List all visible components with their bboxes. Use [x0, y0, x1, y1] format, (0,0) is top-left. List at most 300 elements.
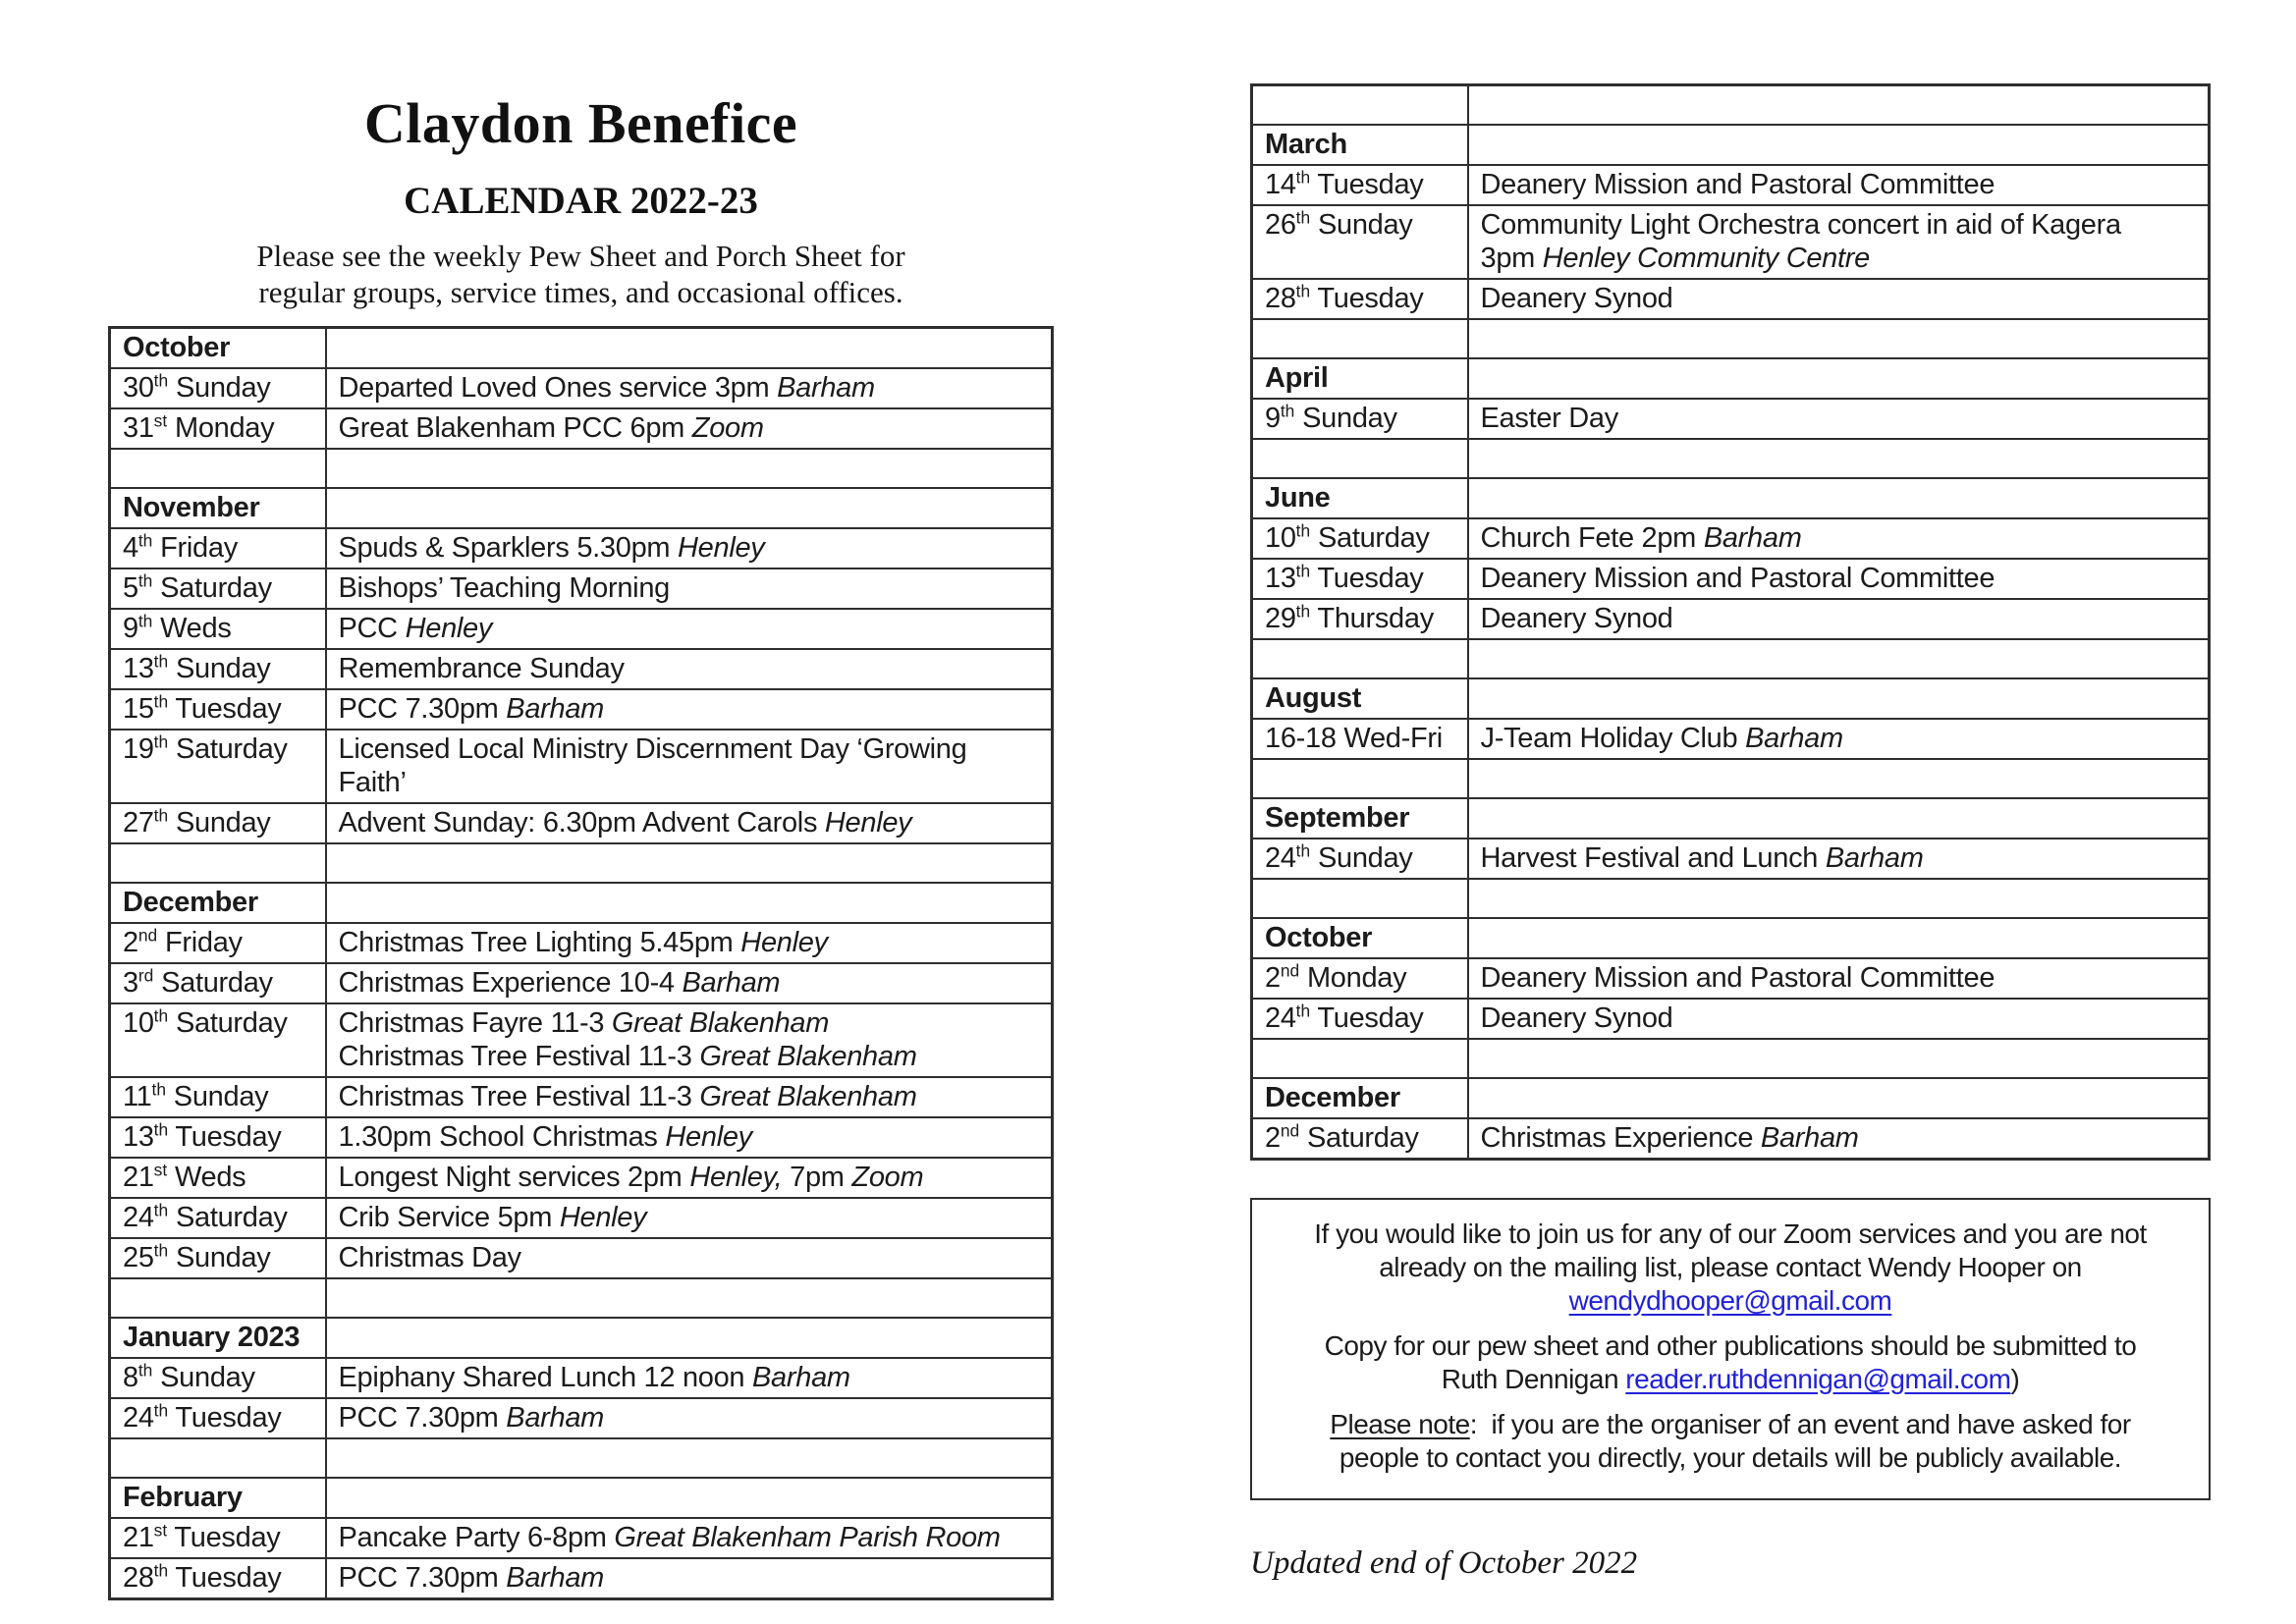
text-segment: Christmas Tree Festival 11-3 — [338, 1080, 700, 1112]
event-text-line — [339, 1241, 1040, 1274]
empty-cell — [1468, 798, 2210, 839]
note-text-line — [1274, 1284, 2187, 1318]
ordinal-suffix: th — [153, 1200, 169, 1220]
event-text-line — [339, 571, 1040, 605]
event-description — [326, 963, 1053, 1003]
ordinal-suffix: nd — [1280, 959, 1300, 980]
text-segment: Henley, — [689, 1161, 783, 1193]
event-date: 14th Tuesday — [1252, 165, 1468, 205]
text-segment: Christmas Tree Lighting 5.45pm — [338, 926, 741, 958]
event-text-line — [339, 1161, 1040, 1194]
event-date: 16-18 Wed-Fri — [1252, 719, 1468, 759]
event-row — [1252, 279, 2210, 319]
event-description — [326, 368, 1053, 408]
event-row — [1252, 719, 2210, 759]
ordinal-suffix: st — [153, 410, 168, 431]
text-segment: 1.30pm School Christmas — [338, 1120, 666, 1153]
event-description — [326, 1077, 1053, 1117]
text-segment: Christmas Experience — [1480, 1121, 1761, 1154]
event-text-line — [339, 1561, 1040, 1595]
month-header-row — [1252, 798, 2210, 839]
event-text-line — [1481, 1121, 2197, 1155]
text-segment: Henley — [740, 926, 828, 958]
ordinal-suffix: nd — [1280, 1119, 1300, 1140]
event-text-line — [339, 926, 1040, 959]
event-text-line — [339, 1120, 1040, 1154]
empty-cell — [1468, 678, 2210, 719]
text-segment: Licensed Local Ministry Discernment Day ‘Growing — [338, 732, 967, 765]
ordinal-suffix: th — [1295, 600, 1311, 621]
event-row — [110, 963, 1053, 1003]
text-segment: people to contact you directly, your details will be publicly available. — [1339, 1441, 2122, 1473]
spacer-row — [1252, 85, 2210, 125]
event-description — [326, 1518, 1053, 1558]
event-text-line — [339, 1521, 1040, 1554]
empty-cell — [1468, 879, 2210, 918]
ordinal-suffix: th — [137, 1360, 153, 1380]
text-segment: Henley Community Centre — [1542, 242, 1870, 274]
text-segment: Deanery Synod — [1480, 1001, 1673, 1034]
spacer-row — [110, 1438, 1053, 1478]
month-label: October — [1252, 918, 1468, 958]
ordinal-suffix: st — [153, 1160, 168, 1180]
ordinal-suffix: th — [1295, 839, 1311, 860]
ordinal-suffix: th — [1280, 400, 1295, 420]
text-segment: Barham — [1825, 841, 1924, 874]
event-description — [326, 1558, 1053, 1599]
event-description — [326, 1158, 1053, 1198]
event-description — [1468, 599, 2210, 639]
text-segment: PCC 7.30pm — [338, 692, 507, 725]
spacer-row — [1252, 319, 2210, 358]
month-header-row — [1252, 678, 2210, 719]
month-header-row — [110, 327, 1053, 368]
event-text-line — [339, 1040, 1040, 1073]
note-text-line — [1274, 1329, 2187, 1363]
text-segment: Zoom — [691, 411, 764, 444]
text-segment: Bishops’ Teaching Morning — [338, 571, 670, 604]
month-label: December — [110, 883, 326, 923]
text-segment: Great Blakenham PCC 6pm — [338, 411, 692, 444]
ordinal-suffix: th — [1295, 280, 1311, 300]
event-text-line — [1481, 602, 2197, 635]
email-link[interactable]: wendydhooper@gmail.com — [1568, 1284, 1892, 1316]
empty-cell — [1252, 439, 1468, 478]
event-row — [110, 730, 1053, 803]
empty-cell — [1252, 759, 1468, 798]
empty-cell — [326, 327, 1053, 368]
text-segment: Remembrance Sunday — [338, 652, 625, 684]
intro-line-1: Please see the weekly Pew Sheet and Porch Sheet for — [256, 238, 905, 273]
empty-cell — [110, 1438, 326, 1478]
month-label: November — [110, 488, 326, 528]
event-description — [1468, 999, 2210, 1039]
event-row — [110, 1003, 1053, 1077]
event-date: 28th Tuesday — [1252, 279, 1468, 319]
event-date: 9th Weds — [110, 609, 326, 649]
month-header-row — [110, 1478, 1053, 1518]
event-date: 8th Sunday — [110, 1358, 326, 1398]
email-link[interactable]: reader.ruthdennigan@gmail.com — [1625, 1363, 2011, 1394]
note-text-line — [1274, 1363, 2187, 1396]
event-description — [326, 1117, 1053, 1158]
spacer-row — [110, 1278, 1053, 1318]
event-row — [110, 1158, 1053, 1198]
event-description — [326, 528, 1053, 568]
event-text-line — [339, 966, 1040, 1000]
empty-cell — [326, 488, 1053, 528]
event-text-line — [339, 652, 1040, 685]
text-segment: Christmas Fayre 11-3 — [338, 1006, 612, 1039]
event-text-line — [339, 1006, 1040, 1040]
event-row — [1252, 518, 2210, 559]
event-row — [110, 1238, 1053, 1278]
event-text-line — [339, 732, 1040, 766]
event-row — [110, 408, 1053, 449]
page-subtitle: CALENDAR 2022-23 — [404, 179, 758, 222]
month-header-row — [1252, 125, 2210, 165]
spacer-row — [1252, 1039, 2210, 1078]
ordinal-suffix: th — [153, 805, 169, 826]
event-text-line — [339, 612, 1040, 645]
event-row — [1252, 958, 2210, 999]
ordinal-suffix: th — [137, 530, 153, 551]
event-text-line — [1481, 242, 2197, 275]
event-row — [110, 1398, 1053, 1438]
text-segment: Deanery Synod — [1480, 602, 1673, 634]
event-row — [1252, 399, 2210, 439]
event-date: 24th Tuesday — [1252, 999, 1468, 1039]
event-row — [1252, 559, 2210, 599]
month-label: April — [1252, 358, 1468, 399]
event-date: 30th Sunday — [110, 368, 326, 408]
text-segment: Faith’ — [338, 766, 407, 798]
event-text-line — [1481, 208, 2197, 242]
intro-text — [108, 238, 1054, 310]
text-segment: If you would like to join us for any of our Zoom services and you are not — [1314, 1218, 2147, 1249]
month-header-row — [1252, 358, 2210, 399]
text-segment: Advent Sunday: 6.30pm Advent Carols — [338, 806, 825, 839]
event-date: 21st Tuesday — [110, 1518, 326, 1558]
event-date: 2nd Saturday — [1252, 1118, 1468, 1160]
event-description — [1468, 1118, 2210, 1160]
spacer-row — [110, 449, 1053, 488]
event-text-line — [1481, 722, 2197, 755]
empty-cell — [1468, 358, 2210, 399]
text-segment: Please note — [1330, 1408, 1470, 1439]
text-segment: Henley — [824, 806, 912, 839]
event-date: 25th Sunday — [110, 1238, 326, 1278]
event-text-line — [339, 531, 1040, 565]
event-row — [110, 649, 1053, 689]
text-segment: Church Fete 2pm — [1480, 521, 1704, 554]
month-header-row — [1252, 1078, 2210, 1118]
empty-cell — [110, 1278, 326, 1318]
empty-cell — [326, 883, 1053, 923]
note-paragraph — [1274, 1329, 2187, 1396]
right-column — [1250, 0, 2211, 1582]
event-text-line — [1481, 841, 2197, 875]
event-row — [110, 803, 1053, 843]
event-description — [1468, 958, 2210, 999]
event-row — [110, 689, 1053, 730]
text-segment: Deanery Mission and Pastoral Committee — [1480, 961, 1995, 994]
empty-cell — [1468, 918, 2210, 958]
event-text-line — [339, 1361, 1040, 1394]
event-date: 19th Saturday — [110, 730, 326, 803]
event-description — [326, 689, 1053, 730]
text-segment: Spuds & Sparklers 5.30pm — [338, 531, 679, 564]
text-segment: Great Blakenham — [611, 1006, 830, 1039]
ordinal-suffix: th — [153, 1240, 169, 1261]
empty-cell — [110, 843, 326, 883]
event-row — [1252, 839, 2210, 879]
text-segment: Zoom — [851, 1161, 924, 1193]
event-description — [326, 649, 1053, 689]
event-description — [1468, 205, 2210, 279]
event-date: 10th Saturday — [110, 1003, 326, 1077]
note-text-line — [1274, 1251, 2187, 1284]
text-segment: Christmas Tree Festival 11-3 — [338, 1040, 700, 1072]
spacer-row — [1252, 879, 2210, 918]
event-description — [326, 1198, 1053, 1238]
event-date: 31st Monday — [110, 408, 326, 449]
empty-cell — [1252, 639, 1468, 678]
month-label: September — [1252, 798, 1468, 839]
event-date: 24th Tuesday — [110, 1398, 326, 1438]
event-description — [1468, 518, 2210, 559]
left-column — [108, 0, 1054, 1600]
event-row — [110, 609, 1053, 649]
text-segment: Barham — [777, 371, 875, 404]
text-segment: Longest Night services 2pm — [338, 1161, 690, 1193]
event-text-line — [339, 371, 1040, 405]
ordinal-suffix: th — [151, 1079, 167, 1100]
month-header-row — [1252, 478, 2210, 518]
ordinal-suffix: th — [1295, 560, 1311, 580]
text-segment: Ruth Dennigan — [1441, 1363, 1626, 1394]
ordinal-suffix: th — [1295, 519, 1311, 540]
note-paragraph — [1274, 1408, 2187, 1475]
text-segment: Henley — [559, 1201, 647, 1233]
text-segment: Community Light Orchestra concert in aid of Kagera — [1480, 208, 2121, 241]
event-description — [1468, 279, 2210, 319]
event-description — [1468, 719, 2210, 759]
note-text-line — [1274, 1441, 2187, 1475]
event-date: 3rd Saturday — [110, 963, 326, 1003]
event-description — [1468, 839, 2210, 879]
spacer-row — [1252, 639, 2210, 678]
event-text-line — [1481, 521, 2197, 555]
empty-cell — [1468, 85, 2210, 125]
note-text-line — [1274, 1218, 2187, 1251]
event-description — [326, 609, 1053, 649]
event-description — [326, 1358, 1053, 1398]
event-row — [110, 368, 1053, 408]
text-segment: already on the mailing list, please contact Wendy Hooper on — [1379, 1251, 2082, 1282]
text-segment: Barham — [682, 966, 781, 999]
empty-cell — [1468, 639, 2210, 678]
ordinal-suffix: rd — [137, 965, 154, 986]
month-label: March — [1252, 125, 1468, 165]
event-row — [110, 1518, 1053, 1558]
zoom-contact-note-box — [1250, 1198, 2211, 1500]
event-description — [326, 568, 1053, 609]
event-description — [1468, 165, 2210, 205]
spacer-row — [110, 843, 1053, 883]
event-date: 4th Friday — [110, 528, 326, 568]
empty-cell — [1252, 1039, 1468, 1078]
text-segment: Great Blakenham Parish Room — [614, 1521, 1001, 1553]
text-segment: Great Blakenham — [699, 1080, 917, 1112]
text-segment: Henley — [678, 531, 765, 564]
event-date: 29th Thursday — [1252, 599, 1468, 639]
text-segment: Barham — [752, 1361, 850, 1393]
empty-cell — [326, 1438, 1053, 1478]
event-text-line — [339, 411, 1040, 445]
event-row — [110, 1117, 1053, 1158]
event-description — [326, 803, 1053, 843]
ordinal-suffix: th — [1295, 1000, 1311, 1020]
text-segment: PCC — [338, 612, 406, 644]
ordinal-suffix: th — [153, 1119, 169, 1140]
event-date: 5th Saturday — [110, 568, 326, 609]
ordinal-suffix: th — [153, 731, 169, 752]
event-description — [326, 1398, 1053, 1438]
text-segment: Copy for our pew sheet and other publications should be submitted to — [1324, 1329, 2137, 1361]
text-segment: 3pm — [1480, 242, 1543, 274]
empty-cell — [326, 843, 1053, 883]
ordinal-suffix: th — [1295, 166, 1311, 187]
event-description — [326, 730, 1053, 803]
event-description — [1468, 399, 2210, 439]
ordinal-suffix: th — [137, 611, 153, 631]
calendar-table-right — [1250, 83, 2211, 1161]
event-description — [326, 408, 1053, 449]
empty-cell — [1468, 125, 2210, 165]
event-row — [110, 1077, 1053, 1117]
event-date: 9th Sunday — [1252, 399, 1468, 439]
event-row — [1252, 999, 2210, 1039]
ordinal-suffix: th — [153, 1005, 169, 1026]
ordinal-suffix: th — [137, 570, 153, 591]
text-segment: Barham — [1760, 1121, 1859, 1154]
empty-cell — [1252, 319, 1468, 358]
empty-cell — [1468, 759, 2210, 798]
event-date: 13th Tuesday — [1252, 559, 1468, 599]
text-segment: Departed Loved Ones service 3pm — [338, 371, 778, 404]
text-segment: Christmas Experience 10-4 — [338, 966, 683, 999]
event-text-line — [339, 806, 1040, 839]
empty-cell — [1252, 85, 1468, 125]
text-segment: Deanery Mission and Pastoral Committee — [1480, 168, 1995, 200]
page-title: Claydon Benefice — [363, 91, 798, 155]
empty-cell — [1468, 478, 2210, 518]
event-row — [110, 923, 1053, 963]
month-header-row — [1252, 918, 2210, 958]
ordinal-suffix: th — [153, 691, 169, 712]
updated-note: Updated end of October 2022 — [1250, 1544, 1638, 1581]
event-text-line — [339, 1401, 1040, 1435]
text-segment: Henley — [665, 1120, 752, 1153]
spacer-row — [1252, 759, 2210, 798]
ordinal-suffix: th — [153, 1400, 169, 1421]
text-segment: Harvest Festival and Lunch — [1480, 841, 1826, 874]
event-text-line — [339, 692, 1040, 726]
event-date: 11th Sunday — [110, 1077, 326, 1117]
month-label: October — [110, 327, 326, 368]
text-segment: Barham — [506, 692, 605, 725]
ordinal-suffix: th — [1295, 206, 1311, 227]
empty-cell — [326, 1278, 1053, 1318]
event-date: 2nd Friday — [110, 923, 326, 963]
event-text-line — [1481, 1001, 2197, 1035]
ordinal-suffix: th — [153, 1560, 169, 1581]
empty-cell — [326, 449, 1053, 488]
text-segment: Deanery Mission and Pastoral Committee — [1480, 562, 1995, 594]
month-label: June — [1252, 478, 1468, 518]
event-date: 13th Sunday — [110, 649, 326, 689]
event-text-line — [339, 766, 1040, 799]
month-header-row — [110, 1318, 1053, 1358]
text-segment: Christmas Day — [338, 1241, 521, 1273]
ordinal-suffix: st — [153, 1520, 168, 1541]
month-label: February — [110, 1478, 326, 1518]
event-description — [326, 1003, 1053, 1077]
event-text-line — [1481, 168, 2197, 201]
event-date: 10th Saturday — [1252, 518, 1468, 559]
event-date: 13th Tuesday — [110, 1117, 326, 1158]
event-text-line — [339, 1080, 1040, 1113]
text-segment: : if you are the organiser of an event and have asked for — [1469, 1408, 2131, 1439]
month-label: January 2023 — [110, 1318, 326, 1358]
text-segment: Barham — [1745, 722, 1843, 754]
month-label: August — [1252, 678, 1468, 719]
ordinal-suffix: nd — [137, 925, 158, 946]
text-segment: Crib Service 5pm — [338, 1201, 560, 1233]
text-segment: PCC 7.30pm — [338, 1561, 507, 1594]
event-date: 24th Saturday — [110, 1198, 326, 1238]
ordinal-suffix: th — [153, 370, 169, 391]
event-description — [326, 1238, 1053, 1278]
empty-cell — [1468, 1039, 2210, 1078]
month-label: December — [1252, 1078, 1468, 1118]
text-segment: Easter Day — [1480, 402, 1618, 434]
note-text-line — [1274, 1408, 2187, 1441]
text-segment: 7pm — [782, 1161, 852, 1193]
event-date: 15th Tuesday — [110, 689, 326, 730]
event-date: 28th Tuesday — [110, 1558, 326, 1599]
event-row — [110, 1558, 1053, 1599]
month-header-row — [110, 883, 1053, 923]
event-row — [1252, 1118, 2210, 1160]
event-row — [110, 1358, 1053, 1398]
event-text-line — [339, 1201, 1040, 1234]
text-segment: Great Blakenham — [699, 1040, 917, 1072]
event-text-line — [1481, 562, 2197, 595]
empty-cell — [326, 1478, 1053, 1518]
empty-cell — [110, 449, 326, 488]
empty-cell — [326, 1318, 1053, 1358]
empty-cell — [1468, 1078, 2210, 1118]
event-row — [1252, 205, 2210, 279]
event-description — [1468, 559, 2210, 599]
event-date: 26th Sunday — [1252, 205, 1468, 279]
empty-cell — [1468, 439, 2210, 478]
text-segment: J-Team Holiday Club — [1480, 722, 1746, 754]
text-segment: Deanery Synod — [1480, 282, 1673, 314]
empty-cell — [1468, 319, 2210, 358]
